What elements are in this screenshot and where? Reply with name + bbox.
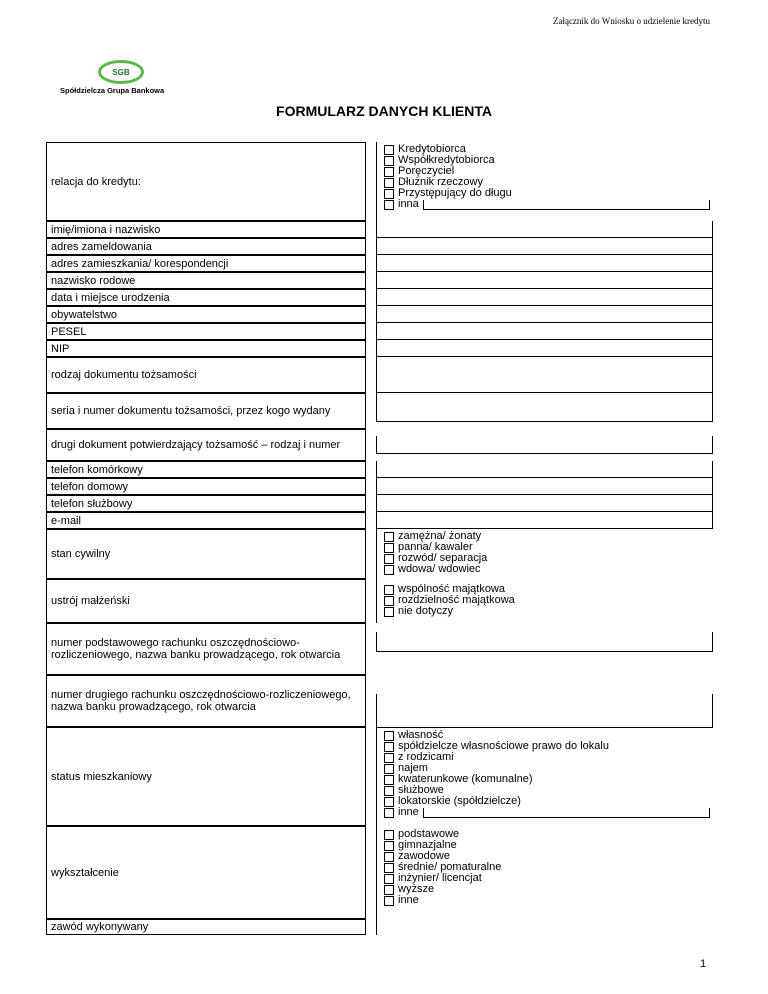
option-stan-0[interactable]: zamężna/ żonaty (384, 531, 714, 542)
input-zawod[interactable] (376, 919, 713, 935)
checkbox[interactable] (384, 830, 394, 840)
option-wyk-2[interactable]: zawodowe (384, 851, 714, 862)
option-wyk-0[interactable]: podstawowe (384, 829, 714, 840)
label-telefon-komorkowy: telefon komórkowy (46, 461, 366, 478)
checkbox[interactable] (384, 863, 394, 873)
option-relacja-5[interactable]: inna (384, 199, 714, 210)
logo-text: SGB (112, 67, 130, 77)
label-email: e-mail (46, 512, 366, 529)
checkbox[interactable] (384, 167, 394, 177)
input-imie[interactable] (376, 221, 713, 238)
page-number: 1 (700, 958, 707, 970)
label-rodzaj-dokumentu: rodzaj dokumentu tożsamości (46, 357, 366, 393)
checkbox[interactable] (384, 554, 394, 564)
option-wyk-4[interactable]: inżynier/ licencjat (384, 873, 714, 884)
label-ustroj: ustrój małżeński (46, 579, 366, 623)
logo-badge (98, 60, 144, 84)
label-telefon-domowy: telefon domowy (46, 478, 366, 495)
label-adres-zamieszkania: adres zamieszkania/ korespondencji (46, 255, 366, 272)
input-telefon-sluzbowy[interactable] (376, 495, 713, 512)
input-nip[interactable] (376, 340, 713, 357)
checkbox[interactable] (384, 607, 394, 617)
checkbox[interactable] (384, 885, 394, 895)
option-status-6[interactable]: lokatorskie (spółdzielcze) (384, 796, 714, 807)
option-status-3[interactable]: najem (384, 763, 714, 774)
checkbox[interactable] (384, 775, 394, 785)
checkbox[interactable] (384, 200, 394, 210)
options-relacja (384, 144, 714, 210)
checkbox[interactable] (384, 764, 394, 774)
label-pesel: PESEL (46, 323, 366, 340)
checkbox[interactable] (384, 532, 394, 542)
input-pesel[interactable] (376, 323, 713, 340)
form-title: FORMULARZ DANYCH KLIENTA (276, 103, 492, 119)
logo-tagline: Spółdzielcza Grupa Bankowa (60, 86, 165, 95)
option-status-5[interactable]: służbowe (384, 785, 714, 796)
checkbox[interactable] (384, 742, 394, 752)
option-status-2[interactable]: z rodzicami (384, 752, 714, 763)
option-relacja-3[interactable]: Dłużnik rzeczowy (384, 177, 714, 188)
checkbox[interactable] (384, 585, 394, 595)
checkbox[interactable] (384, 178, 394, 188)
label-drugi-dokument: drugi dokument potwierdzający tożsamość – rodzaj i numer (46, 429, 366, 461)
label-seria-numer: seria i numer dokumentu tożsamości, przez kogo wydany (46, 393, 366, 429)
input-rodzaj-dokumentu[interactable] (376, 357, 713, 393)
label-stan-cywilny: stan cywilny (46, 529, 366, 579)
options-stan-cywilny (384, 531, 714, 575)
annex-note: Załącznik do Wniosku o udzielenie kredytu (552, 16, 710, 26)
label-nazwisko-rodowe: nazwisko rodowe (46, 272, 366, 289)
checkbox[interactable] (384, 797, 394, 807)
label-rachunek-2: numer drugiego rachunku oszczędnościowo-rozliczeniowego, nazwa banku prowadzącego, rok otwarcia (46, 675, 366, 727)
option-status-1[interactable]: spółdzielcze własnościowe prawo do lokalu (384, 741, 714, 752)
option-stan-3[interactable]: wdowa/ wdowiec (384, 564, 714, 575)
option-relacja-4[interactable]: Przystępujący do długu (384, 188, 714, 199)
checkbox[interactable] (384, 596, 394, 606)
checkbox[interactable] (384, 896, 394, 906)
option-ustroj-1[interactable]: rozdzielność majątkowa (384, 595, 714, 606)
options-wyksztalcenie (384, 829, 714, 906)
label-rachunek-1: numer podstawowego rachunku oszczędnościowo-rozliczeniowego, nazwa banku prowadzącego, rok otwarcia (46, 623, 366, 675)
checkbox[interactable] (384, 753, 394, 763)
input-email[interactable] (376, 512, 713, 529)
option-ustroj-2[interactable]: nie dotyczy (384, 606, 714, 617)
checkbox[interactable] (384, 156, 394, 166)
checkbox[interactable] (384, 786, 394, 796)
label-status: status mieszkaniowy (46, 727, 366, 826)
input-telefon-domowy[interactable] (376, 478, 713, 495)
input-adres-zamieszkania[interactable] (376, 255, 713, 272)
option-wyk-5[interactable]: wyższe (384, 884, 714, 895)
bank-logo (60, 54, 180, 96)
checkbox[interactable] (384, 145, 394, 155)
label-zawod: zawód wykonywany (46, 919, 366, 935)
option-wyk-6[interactable]: inne (384, 895, 714, 906)
options-status (384, 730, 714, 818)
input-obywatelstwo[interactable] (376, 306, 713, 323)
input-drugi-dokument[interactable] (376, 436, 713, 454)
input-nazwisko-rodowe[interactable] (376, 272, 713, 289)
option-status-0[interactable]: własność (384, 730, 714, 741)
checkbox[interactable] (384, 852, 394, 862)
option-status-4[interactable]: kwaterunkowe (komunalne) (384, 774, 714, 785)
input-data-miejsce[interactable] (376, 289, 713, 306)
checkbox[interactable] (384, 565, 394, 575)
checkbox[interactable] (384, 189, 394, 199)
option-stan-1[interactable]: panna/ kawaler (384, 542, 714, 553)
label-relacja: relacja do kredytu: (46, 142, 366, 221)
input-adres-zameldowania[interactable] (376, 238, 713, 255)
checkbox[interactable] (384, 731, 394, 741)
option-stan-2[interactable]: rozwód/ separacja (384, 553, 714, 564)
option-status-7[interactable]: inne (384, 807, 714, 818)
option-wyk-1[interactable]: gimnazjalne (384, 840, 714, 851)
checkbox[interactable] (384, 808, 394, 818)
label-wyksztalcenie: wykształcenie (46, 826, 366, 919)
input-seria-numer[interactable] (376, 393, 713, 422)
label-adres-zameldowania: adres zameldowania (46, 238, 366, 255)
label-telefon-sluzbowy: telefon służbowy (46, 495, 366, 512)
label-obywatelstwo: obywatelstwo (46, 306, 366, 323)
label-data-miejsce: data i miejsce urodzenia (46, 289, 366, 306)
inne-relacja-field[interactable] (423, 200, 710, 210)
option-relacja-0[interactable]: Kredytobiorca (384, 144, 714, 155)
checkbox[interactable] (384, 543, 394, 553)
checkbox[interactable] (384, 841, 394, 851)
input-rachunek-1[interactable] (376, 632, 713, 652)
label-nip: NIP (46, 340, 366, 357)
checkbox[interactable] (384, 874, 394, 884)
option-ustroj-0[interactable]: wspólność majątkowa (384, 584, 714, 595)
inne-status-field[interactable] (423, 808, 710, 818)
input-rachunek-2[interactable] (376, 694, 713, 728)
option-relacja-2[interactable]: Poręczyciel (384, 166, 714, 177)
input-telefon-komorkowy[interactable] (376, 461, 713, 478)
label-imie: imię/imiona i nazwisko (46, 221, 366, 238)
options-ustroj (384, 584, 714, 617)
option-wyk-3[interactable]: średnie/ pomaturalne (384, 862, 714, 873)
option-relacja-1[interactable]: Współkredytobiorca (384, 155, 714, 166)
